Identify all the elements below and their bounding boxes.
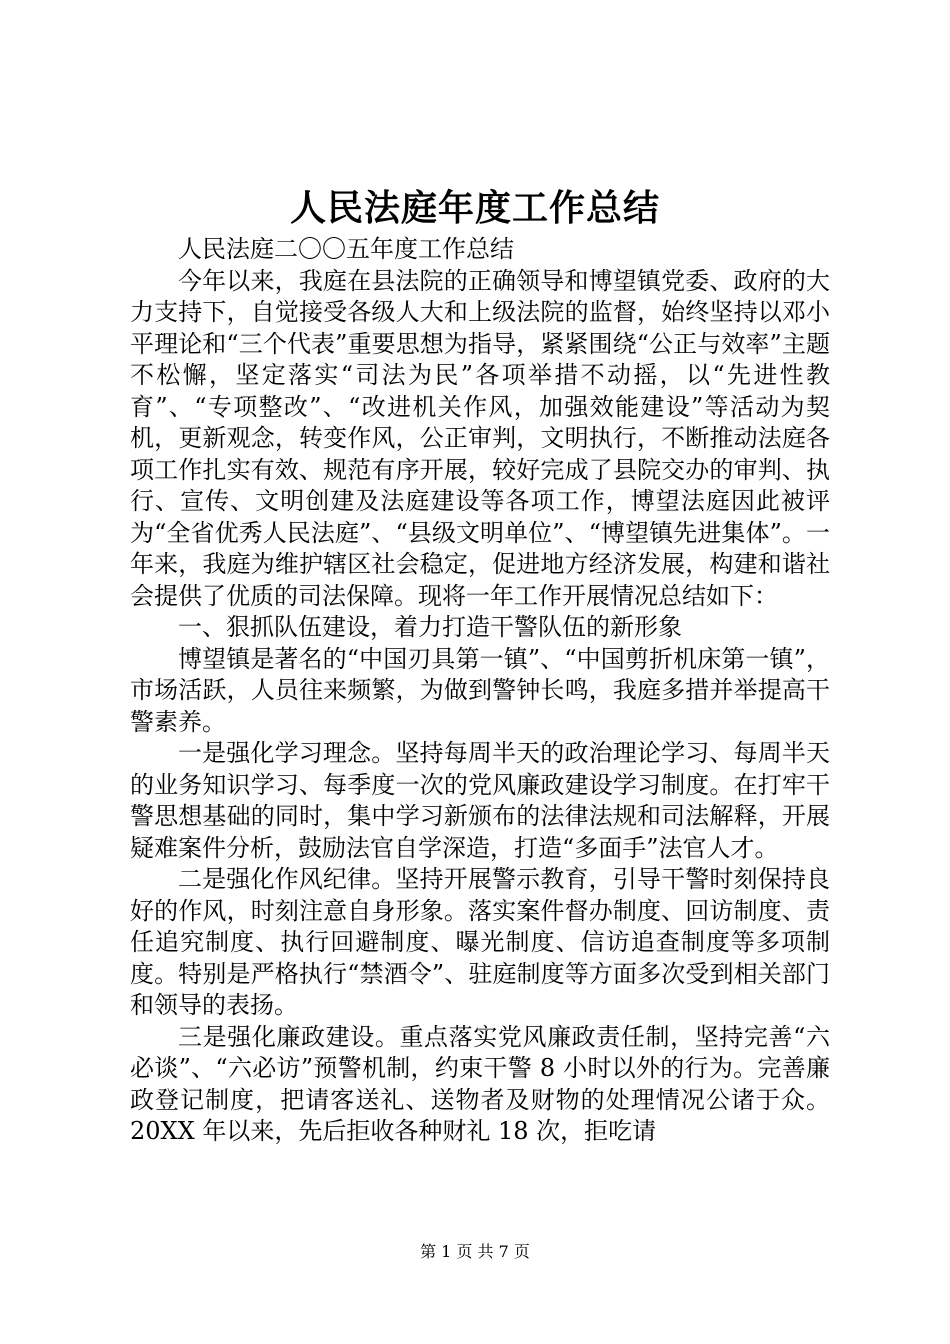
paragraph-intro: 今年以来，我庭在县法院的正确领导和博望镇党委、政府的大力支持下，自觉接受各级人大和上级法院的监督，始终坚持以邓小平理论和“三个代表”重要思想为指导，紧紧围绕“公正与效率”主题不松懈，坚定落实“司法为民”各项举措不动摇，以“先进性教育”、“专项整改”、“改进机关作风，加强效能建设”等活动为契机，更新观念，转变作风，公正审判，文明执行，不断推动法庭各项工作扎实有效、规范有序开展，较好完成了县院交办的审判、执行、宣传、文明创建及法庭建设等各项工作，博望法庭因此被评为“全省优秀人民法庭”、“县级文明单位”、“博望镇先进集体”。一年来，我庭为维护辖区社会稳定，促进地方经济发展，构建和谐社会提供了优质的司法保障。现将一年工作开展情况总结如下： (130, 266, 830, 610)
paragraph-integrity: 三是强化廉政建设。重点落实党风廉政责任制，坚持完善“六必谈”、“六必访”预警机制，约束干警 8 小时以外的行为。完善廉政登记制度，把请客送礼、送物者及财物的处理情况公诸于众。20XX 年以来，先后拒收各种财礼 18 次，拒吃请 (130, 1022, 830, 1145)
paragraph-discipline: 二是强化作风纪律。坚持开展警示教育，引导干警时刻保持良好的作风，时刻注意自身形象。落实案件督办制度、回访制度、责任追究制度、执行回避制度、曝光制度、信访追查制度等多项制度。特别是严格执行“禁酒令”、驻庭制度等方面多次受到相关部门和领导的表扬。 (130, 865, 830, 1019)
section-heading-1: 一、狠抓队伍建设，着力打造干警队伍的新形象 (178, 613, 682, 641)
document-body (130, 234, 830, 1148)
document-title: 人民法庭年度工作总结 (289, 187, 660, 229)
paragraph-subtitle: 人民法庭二〇〇五年度工作总结 (178, 235, 514, 263)
paragraph-boowang: 博望镇是著名的“中国刃具第一镇”、“中国剪折机床第一镇”，市场活跃，人员往来频繁，为做到警钟长鸣，我庭多措并举提高干警素养。 (130, 644, 830, 736)
paragraph-study: 一是强化学习理念。坚持每周半天的政治理论学习、每周半天的业务知识学习、每季度一次的党风廉政建设学习制度。在打牢干警思想基础的同时，集中学习新颁布的法律法规和司法解释，开展疑难案件分析，鼓励法官自学深造，打造“多面手”法官人才。 (130, 739, 830, 862)
page-footer: 第 1 页 共 7 页 (420, 1242, 530, 1261)
